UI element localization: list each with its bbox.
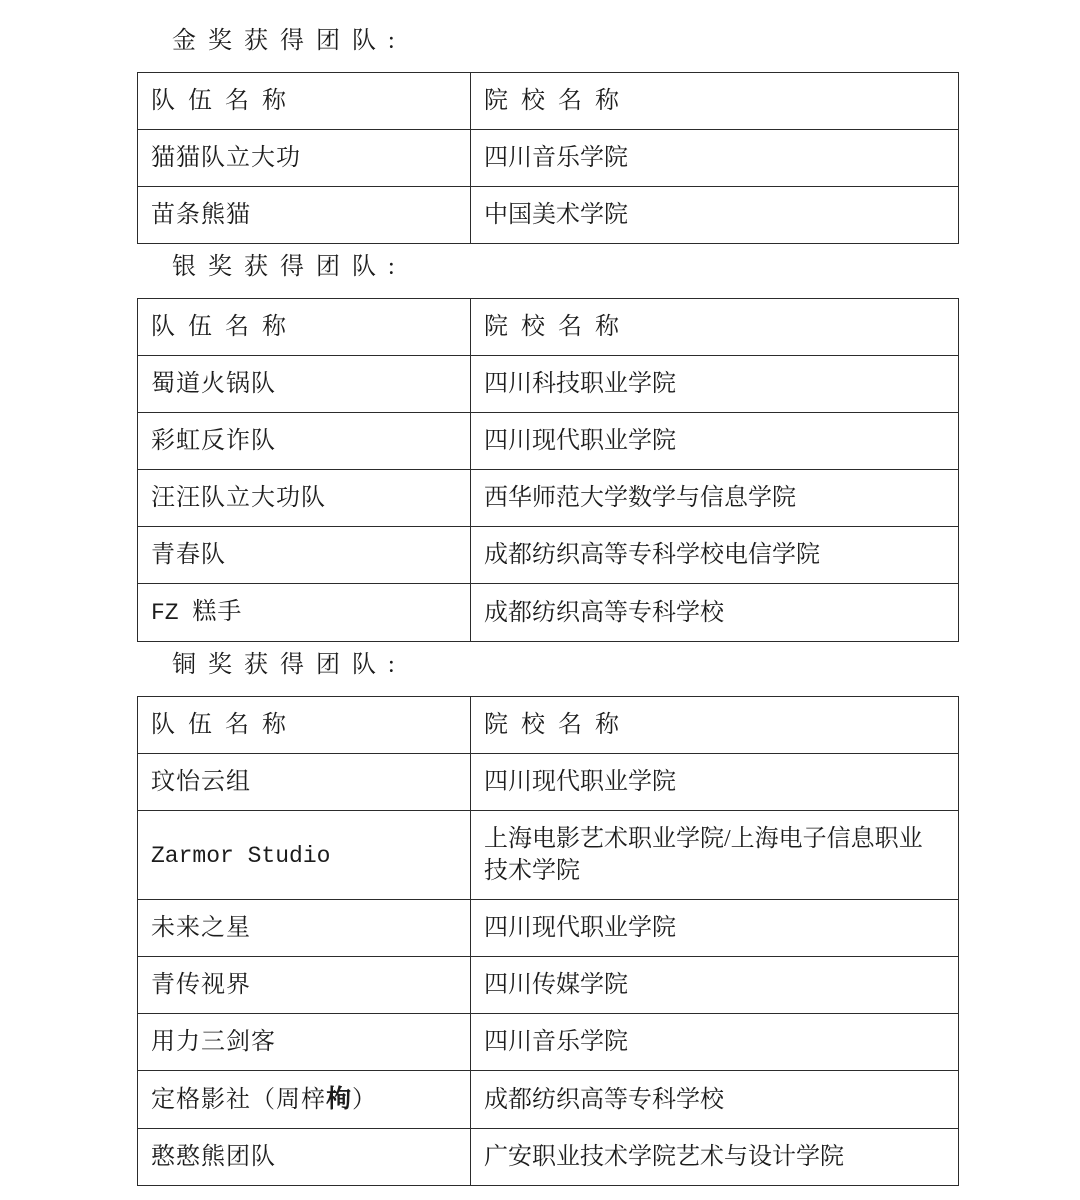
team-name-cell	[138, 187, 471, 244]
school-name-cell	[471, 470, 959, 527]
text-segment: 四川音乐学院	[484, 145, 628, 171]
team-name-cell	[138, 413, 471, 470]
text-segment: 中国美术学院	[484, 202, 628, 228]
fallback-bold-text-segment: 栒	[326, 1084, 353, 1113]
team-name-cell	[138, 811, 471, 900]
table-row	[138, 957, 959, 1014]
school-name-cell	[471, 413, 959, 470]
team-name-header-cell: 队伍名称	[138, 73, 471, 130]
award-table	[137, 696, 959, 1186]
award-table	[137, 298, 959, 642]
school-name-cell	[471, 584, 959, 642]
table-row	[138, 584, 959, 642]
school-name-cell	[471, 900, 959, 957]
table-body	[138, 356, 959, 642]
text-segment: 用力三剑客	[151, 1029, 276, 1055]
latin-text-segment: Zarmor Studio	[151, 842, 331, 869]
team-name-cell	[138, 1129, 471, 1186]
section-title: 银奖获得团队:	[172, 254, 407, 280]
text-segment: 四川现代职业学院	[484, 428, 676, 454]
text-segment: 彩虹反诈队	[151, 428, 276, 454]
latin-text-segment: FZ	[151, 600, 193, 626]
text-segment: 四川音乐学院	[484, 1029, 628, 1055]
text-segment: 憨憨熊团队	[151, 1144, 276, 1170]
text-segment: 四川传媒学院	[484, 972, 628, 998]
team-name-header-cell: 队伍名称	[138, 697, 471, 754]
text-segment: 广安职业技术学院艺术与设计学院	[484, 1144, 844, 1170]
table-header-row	[138, 697, 959, 754]
table-row	[138, 1071, 959, 1129]
text-segment: 四川现代职业学院	[484, 769, 676, 795]
award-section	[137, 252, 1080, 642]
award-table	[137, 72, 959, 244]
text-segment: 猫猫队立大功	[151, 145, 301, 171]
table-row	[138, 470, 959, 527]
text-segment: 四川科技职业学院	[484, 371, 676, 397]
text-segment: 未来之星	[151, 915, 251, 941]
text-segment: 西华师范大学数学与信息学院	[484, 485, 796, 511]
team-name-cell	[138, 356, 471, 413]
school-name-cell	[471, 1014, 959, 1071]
text-segment: ）	[352, 1087, 378, 1113]
team-name-cell	[138, 1071, 471, 1129]
table-body	[138, 754, 959, 1186]
school-name-cell	[471, 754, 959, 811]
text-segment: 四川现代职业学院	[484, 915, 676, 941]
table-row	[138, 130, 959, 187]
text-segment: 汪汪队立大功队	[151, 485, 326, 511]
school-name-header-cell: 院校名称	[471, 73, 959, 130]
team-name-cell	[138, 754, 471, 811]
table-row	[138, 1014, 959, 1071]
table-row	[138, 754, 959, 811]
school-name-cell	[471, 1071, 959, 1129]
text-segment: 定格影社（周梓	[151, 1087, 326, 1113]
school-name-cell	[471, 811, 959, 900]
table-header-row	[138, 73, 959, 130]
text-segment: 成都纺织高等专科学校	[484, 1086, 724, 1113]
text-segment: 青传视界	[151, 972, 251, 998]
school-name-cell	[471, 957, 959, 1014]
award-section	[137, 26, 1080, 244]
text-segment: 青春队	[151, 542, 226, 568]
table-row	[138, 1129, 959, 1186]
school-name-header-cell: 院校名称	[471, 697, 959, 754]
team-name-cell	[138, 470, 471, 527]
table-row	[138, 187, 959, 244]
table-row	[138, 811, 959, 900]
table-body	[138, 130, 959, 244]
school-name-cell	[471, 1129, 959, 1186]
section-title: 铜奖获得团队:	[172, 652, 407, 678]
table-row	[138, 527, 959, 584]
award-section	[137, 650, 1080, 1186]
text-segment: 玟怡云组	[151, 769, 251, 795]
text-segment: 成都纺织高等专科学校	[484, 599, 724, 626]
text-segment: 糕手	[192, 599, 243, 625]
school-name-cell	[471, 527, 959, 584]
school-name-cell	[471, 187, 959, 244]
text-segment: 蜀道火锅队	[151, 371, 276, 397]
table-row	[138, 900, 959, 957]
team-name-header-cell: 队伍名称	[138, 299, 471, 356]
text-segment: 成都纺织高等专科学校电信学院	[484, 542, 820, 568]
section-title: 金奖获得团队:	[172, 28, 407, 54]
text-segment: 上海电影艺术职业学院/上海电子信息职业技术学院	[484, 826, 923, 884]
team-name-cell	[138, 1014, 471, 1071]
team-name-cell	[138, 900, 471, 957]
table-header-row	[138, 299, 959, 356]
school-name-cell	[471, 130, 959, 187]
text-segment: 苗条熊猫	[151, 202, 251, 228]
school-name-header-cell: 院校名称	[471, 299, 959, 356]
team-name-cell	[138, 957, 471, 1014]
team-name-cell	[138, 130, 471, 187]
team-name-cell	[138, 527, 471, 584]
school-name-cell	[471, 356, 959, 413]
table-row	[138, 356, 959, 413]
table-row	[138, 413, 959, 470]
team-name-cell	[138, 584, 471, 642]
